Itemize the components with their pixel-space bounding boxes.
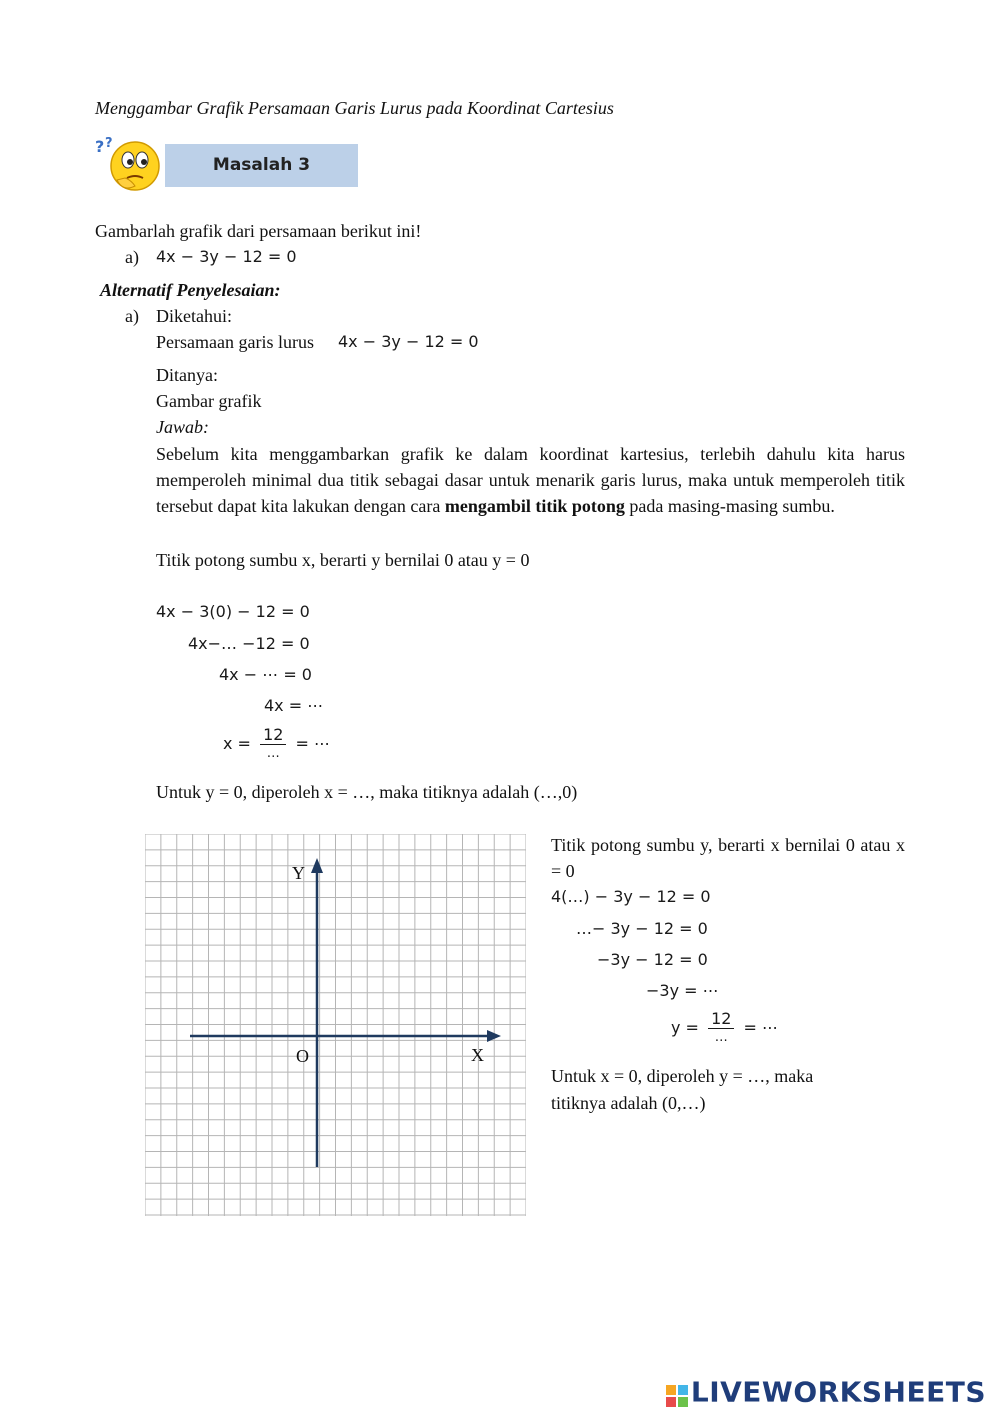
grid-svg bbox=[145, 834, 526, 1216]
y-step-2: …− 3y − 12 = 0 bbox=[576, 919, 708, 938]
page-header-title: Menggambar Grafik Persamaan Garis Lurus pada Koordinat Cartesius bbox=[95, 98, 614, 118]
y-intercept-intro: Titik potong sumbu y, berarti x bernilai 0 atau x = 0 bbox=[551, 835, 905, 881]
explanation-paragraph bbox=[156, 441, 905, 519]
problem-instruction: Gambarlah grafik dari persamaan berikut ini! bbox=[95, 221, 422, 241]
x-final-rhs: = ⋯ bbox=[295, 734, 331, 753]
problem-banner bbox=[165, 144, 358, 187]
paragraph-after: pada masing-masing sumbu. bbox=[629, 496, 835, 516]
x-axis-label: X bbox=[471, 1045, 484, 1065]
brand-text: LIVEWORKSHEETS bbox=[690, 1375, 986, 1409]
x-conclusion: Untuk y = 0, diperoleh x = …, maka titiknya adalah (…,0) bbox=[156, 782, 578, 802]
y-step-1: 4(…) − 3y − 12 = 0 bbox=[551, 887, 711, 906]
known-equation: 4x − 3y − 12 = 0 bbox=[338, 332, 479, 351]
y-conclusion: Untuk x = 0, diperoleh y = …, maka titiknya adalah (0,…) bbox=[551, 1066, 814, 1113]
banner-label: Masalah 3 bbox=[212, 155, 311, 175]
y-final-rhs: = ⋯ bbox=[743, 1018, 779, 1037]
asked-text: Gambar grafik bbox=[156, 391, 262, 411]
y-step-final bbox=[671, 1010, 778, 1047]
x-step-final bbox=[223, 726, 330, 763]
asked-label: Ditanya: bbox=[156, 365, 218, 385]
cartesian-grid[interactable] bbox=[145, 834, 526, 1216]
y-final-fraction bbox=[708, 1010, 734, 1047]
x-final-denominator: … bbox=[266, 746, 280, 761]
paragraph-bold: mengambil titik potong bbox=[444, 496, 625, 516]
x-final-numerator: 12 bbox=[260, 726, 286, 745]
answer-label: Jawab: bbox=[156, 417, 209, 437]
origin-label: O bbox=[296, 1046, 309, 1066]
x-final-lhs: x = bbox=[223, 734, 251, 753]
solution-heading: Alternatif Penyelesaian: bbox=[100, 280, 281, 300]
thinking-emoji-icon bbox=[95, 134, 165, 198]
problem-item-label: a) bbox=[125, 247, 139, 267]
y-axis-label: Y bbox=[292, 863, 305, 883]
brand-logo[interactable] bbox=[666, 1374, 986, 1409]
paragraph-before: Sebelum kita menggambarkan grafik ke dalam koordinat kartesius, terlebih dahulu kita harus memperoleh minimal dua titik sebagai dasar untuk menarik garis lurus, maka untuk memperoleh titik tersebut dapat kita lakukan dengan cara bbox=[156, 444, 905, 516]
y-final-lhs: y = bbox=[671, 1018, 699, 1037]
y-final-denominator: … bbox=[714, 1030, 728, 1045]
problem-equation: 4x − 3y − 12 = 0 bbox=[156, 247, 297, 266]
brand-icon bbox=[666, 1381, 688, 1403]
solution-item-label: a) bbox=[125, 306, 139, 326]
svg-text:?: ? bbox=[95, 137, 105, 156]
y-step-3: −3y − 12 = 0 bbox=[597, 950, 708, 969]
x-step-1: 4x − 3(0) − 12 = 0 bbox=[156, 602, 310, 621]
y-final-numerator: 12 bbox=[708, 1010, 734, 1029]
x-intercept-intro: Titik potong sumbu x, berarti y bernilai 0 atau y = 0 bbox=[156, 550, 530, 570]
y-step-4: −3y = ⋯ bbox=[646, 981, 719, 1000]
known-text: Persamaan garis lurus bbox=[156, 332, 314, 352]
known-label: Diketahui: bbox=[156, 306, 232, 326]
x-step-2: 4x−… −12 = 0 bbox=[188, 634, 310, 653]
svg-text:?: ? bbox=[105, 136, 113, 151]
x-step-4: 4x = ⋯ bbox=[264, 696, 324, 715]
x-final-fraction bbox=[260, 726, 286, 763]
x-step-3: 4x − ⋯ = 0 bbox=[219, 665, 312, 684]
